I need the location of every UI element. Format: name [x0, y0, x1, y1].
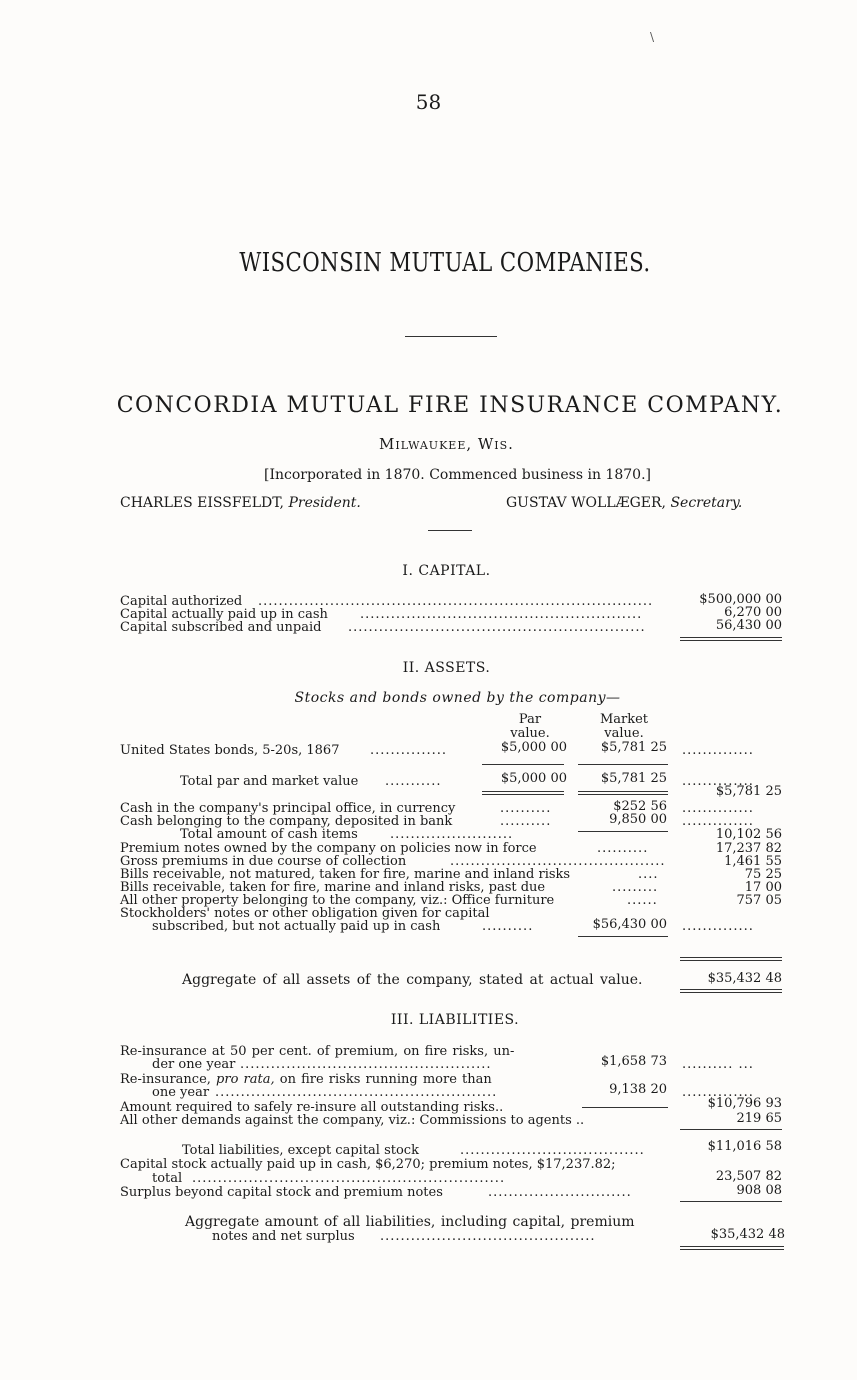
reinsurance-50-label: Re-insurance at 50 per cent. of premium, on fire risks, un- — [120, 1044, 515, 1059]
leader-dots: .............. — [682, 1085, 754, 1100]
cash-total-label: Total amount of cash items — [180, 827, 358, 842]
cash-office: $252 56 — [613, 799, 667, 814]
capital-row: Capital actually paid up in cash — [120, 607, 328, 622]
reinsurance-pro-rata-b: pro rata, — [216, 1072, 275, 1087]
total-market: $5,781 25 — [600, 771, 667, 786]
surplus: 908 08 — [736, 1183, 782, 1198]
capital-total-rule — [680, 637, 782, 641]
leader-dots: ........... — [385, 774, 442, 789]
total-par: $5,000 00 — [500, 771, 567, 786]
other-property: 757 05 — [736, 893, 782, 908]
corner-mark: \ — [650, 30, 655, 44]
stockholders-label: Stockholders' notes or other obligation given for capital — [120, 906, 490, 921]
cash-rule — [578, 831, 668, 832]
cash-office-label: Cash in the company's principal office, in currency — [120, 801, 456, 816]
surplus-rule — [680, 1201, 782, 1202]
aggregate-assets-bottom-rule — [680, 989, 782, 993]
leader-dots: .......... — [597, 841, 649, 856]
leader-dots: .... — [638, 867, 659, 882]
secretary-title: Secretary. — [670, 495, 743, 511]
premium-notes: 17,237 82 — [715, 841, 782, 856]
other-demands-label: All other demands against the company, viz.: Commissions to agents .. — [120, 1113, 585, 1128]
capital-value: 56,430 00 — [715, 618, 782, 633]
reinsurance-50-label-cont: der one year — [152, 1057, 236, 1072]
leader-dots: .............. — [682, 801, 754, 816]
cash-bank-label: Cash belonging to the company, deposited in bank — [120, 814, 453, 829]
leader-dots: .................................... — [460, 1143, 645, 1158]
reinsurance-rule — [582, 1107, 668, 1108]
leader-dots: .............. — [682, 743, 754, 758]
incorporation-note: [Incorporated in 1870. Commenced business in 1870.] — [264, 467, 651, 483]
leader-dots: .......... ... — [682, 1057, 754, 1072]
leader-dots: .......... — [482, 919, 534, 934]
leader-dots: .......................................... — [380, 1229, 596, 1244]
other-property-label: All other property belonging to the company, viz.: Office furniture — [120, 893, 555, 908]
aggregate-assets-top-rule — [680, 957, 782, 961]
cash-total: 10,102 56 — [715, 827, 782, 842]
officers-divider — [428, 530, 472, 531]
leader-dots: .......................................... — [450, 854, 666, 869]
aggregate-liabilities-rule — [680, 1246, 784, 1250]
reinsurance-pro-rata-label-cont: one year — [152, 1085, 210, 1100]
reinsurance-pro-rata-c: on fire risks running more than — [279, 1072, 492, 1087]
bonds-market-rule — [578, 764, 668, 765]
president-name: CHARLES EISSFELDT, — [120, 495, 285, 511]
bonds-par: $5,000 00 — [500, 740, 567, 755]
title-divider — [405, 336, 497, 337]
capital-row: Capital subscribed and unpaid — [120, 620, 322, 635]
amount-required-label: Amount required to safely re-insure all outstanding risks.. — [120, 1100, 504, 1115]
capital-paid-label-cont: total — [152, 1171, 183, 1186]
leader-dots: .............. — [682, 774, 754, 789]
president — [120, 495, 361, 511]
aggregate-liabilities: $35,432 48 — [710, 1227, 785, 1242]
stockholders-rule — [578, 936, 668, 937]
total-par-rule — [482, 791, 564, 795]
leader-dots: .......................................................... — [348, 620, 646, 635]
leader-dots: .......... — [500, 814, 552, 829]
page-title: WISCONSIN MUTUAL COMPANIES. — [239, 248, 651, 278]
company-city: Milwaukee, Wis. — [379, 435, 514, 453]
par-value-header: Par value. — [510, 712, 550, 741]
total-liabilities: $11,016 58 — [707, 1139, 782, 1154]
capital-row: Capital authorized — [120, 594, 243, 609]
capital-value: $500,000 00 — [699, 592, 782, 607]
bonds-market: $5,781 25 — [600, 740, 667, 755]
capital-value: 6,270 00 — [724, 605, 782, 620]
total-assets-bonds: $5,781 25 — [715, 784, 782, 799]
page-number: 58 — [415, 90, 442, 114]
leader-dots: .......... — [500, 801, 552, 816]
company-name: CONCORDIA MUTUAL FIRE INSURANCE COMPANY. — [116, 393, 784, 418]
total-liabilities-label: Total liabilities, except capital stock — [182, 1143, 419, 1158]
leader-dots: .............. — [682, 814, 754, 829]
total-market-rule — [578, 791, 668, 795]
gross-premiums: 1,461 55 — [724, 854, 782, 869]
stockholders-notes: $56,430 00 — [592, 917, 667, 932]
aggregate-liabilities-label-cont: notes and net surplus — [212, 1229, 355, 1244]
leader-dots: ............................................................................. — [258, 594, 654, 609]
leader-dots: ............................ — [488, 1185, 632, 1200]
cash-bank: 9,850 00 — [609, 812, 667, 827]
assets-heading: II. ASSETS. — [402, 660, 491, 676]
bills-not-matured: 75 25 — [744, 867, 782, 882]
leader-dots: ....................................................... — [215, 1085, 498, 1100]
reinsurance-pro-rata-a: Re-insurance, — [120, 1072, 211, 1087]
leader-dots: ....................................................... — [360, 607, 643, 622]
leader-dots: ................................................. — [240, 1057, 492, 1072]
capital-heading: I. CAPITAL. — [402, 563, 491, 579]
leader-dots: ........................ — [390, 827, 514, 842]
bills-past-due-label: Bills receivable, taken for fire, marine and inland risks, past due — [120, 880, 546, 895]
market-value-header: Market value. — [599, 712, 649, 741]
amount-required: $10,796 93 — [707, 1096, 782, 1111]
leader-dots: .............. — [682, 919, 754, 934]
leader-dots: ............... — [370, 743, 447, 758]
stockholders-label-cont: subscribed, but not actually paid up in cash — [152, 919, 441, 934]
aggregate-liabilities-label: Aggregate amount of all liabilities, including capital, premium — [185, 1214, 635, 1230]
reinsurance-pro-rata: 9,138 20 — [609, 1082, 667, 1097]
aggregate-assets-label: Aggregate of all assets of the company, stated at actual value. — [182, 972, 643, 988]
secretary-name: GUSTAV WOLLÆGER, — [506, 495, 666, 511]
liabilities-subtotal-rule — [680, 1129, 782, 1130]
premium-notes-label: Premium notes owned by the company on policies now in force — [120, 841, 537, 856]
surplus-label: Surplus beyond capital stock and premium notes — [120, 1185, 443, 1200]
aggregate-assets: $35,432 48 — [707, 971, 782, 986]
bills-not-matured-label: Bills receivable, not matured, taken for fire, marine and inland risks — [120, 867, 571, 882]
capital-paid: 23,507 82 — [715, 1169, 782, 1184]
leader-dots: ......... — [612, 880, 659, 895]
bills-past-due: 17 00 — [744, 880, 782, 895]
president-title: President. — [288, 495, 361, 511]
total-par-market-label: Total par and market value — [180, 774, 359, 789]
capital-paid-label: Capital stock actually paid up in cash, $6,270; premium notes, $17,237.82; — [120, 1157, 616, 1172]
leader-dots: ............................................................. — [192, 1171, 506, 1186]
liabilities-heading: III. LIABILITIES. — [390, 1012, 520, 1028]
other-demands: 219 65 — [736, 1111, 782, 1126]
bonds-par-rule — [482, 764, 564, 765]
secretary — [506, 495, 742, 511]
gross-premiums-label: Gross premiums in due course of collection — [120, 854, 407, 869]
bonds-label: United States bonds, 5-20s, 1867 — [120, 743, 340, 758]
assets-subheading: Stocks and bonds owned by the company— — [294, 690, 621, 706]
leader-dots: ...... — [627, 893, 658, 908]
reinsurance-50: $1,658 73 — [600, 1054, 667, 1069]
